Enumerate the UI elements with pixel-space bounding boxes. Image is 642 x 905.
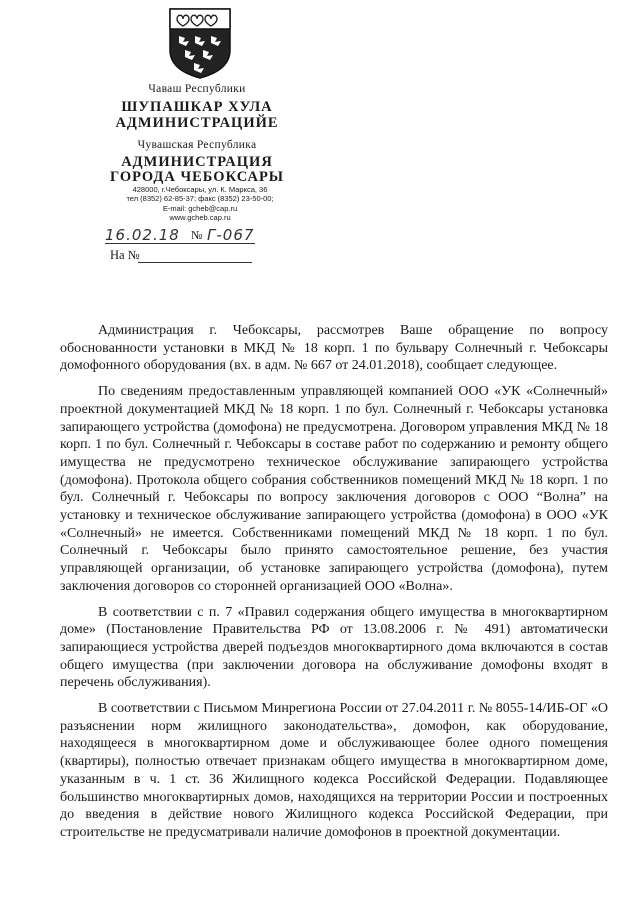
paragraph: В соответствии с Письмом Минрегиона России от 27.04.2011 г. № 8055-14/ИБ-ОГ «О разъяснении норм жилищного законодательства», домофон, как оборудование, находящееся в многоквартирном доме и обслуживающее более одного помещения (квартиры), полностью отвечает признакам общего имущества в многоквартирном доме, указанным в ч. 1 ст. 36 Жилищного кодекса Российской Федерации. Подавляющее большинство многоквартирных домов, находящихся на территории России и построенных до введения в действие нового Жилищного кодекса Российской Федерации, при строительстве не предусматривали наличие домофонов в проектной документации. xyxy=(60,701,608,840)
address-line-2: тел (8352) 62-85-37; факс (8352) 23-50-00; xyxy=(126,194,274,204)
incoming-ref-label: На № xyxy=(110,248,140,262)
paragraph: В соответствии с п. 7 «Правил содержания общего имущества в многоквартирном доме» (Постановление Правительства РФ от 13.08.2006 г. № 491) автоматически запирающиеся устройства дверей подъездов многоквартирного дома включаются в состав общего имущества (при заключении договора на обслуживание домофоны входят в перечень обслуживания). xyxy=(60,604,608,691)
handwritten-date: 16.02.18 xyxy=(105,226,180,244)
paragraph: Администрация г. Чебоксары, рассмотрев Ваше обращение по вопросу обоснованности установки в МКД № 18 корп. 1 по бульвару Солнечный г. Чебоксары домофонного оборудования (вх. в адм. № 667 от 24.01.2018), сообщает следующее. xyxy=(60,323,608,374)
russian-republic-label: Чувашская Республика xyxy=(137,139,257,151)
email-line: E-mail: gcheb@cap.ru xyxy=(162,203,238,213)
website-line: www.gcheb.cap.ru xyxy=(169,213,231,223)
city-coat-of-arms-icon xyxy=(167,6,233,80)
chuvash-admin-line-1: ШУПАШКАР ХУЛА xyxy=(121,99,273,115)
incoming-ref-underline xyxy=(138,262,252,263)
russian-admin-line-2: ГОРОДА ЧЕБОКСАРЫ xyxy=(109,169,285,185)
letter-body xyxy=(60,322,608,850)
chuvash-republic-label: Чаваш Республики xyxy=(148,83,246,95)
russian-admin-line-1: АДМИНИСТРАЦИЯ xyxy=(121,154,273,170)
address-block xyxy=(105,185,295,223)
paragraph: По сведениям предоставленным управляющей компанией ООО «УК «Солнечный» проектной документацией МКД № 18 корп. 1 по бул. Солнечный г. Чебоксары установка запирающего устройства (домофона) не предусмотрена. Договором управления МКД № 18 корп. 1 по бул. Солнечный г. Чебоксары в составе работ по содержанию и ремонту общего имущества не предусмотрено техническое обслуживание запирающего устройства (домофона). Протокола общего собрания собственников помещений МКД № 18 корп. 1 по бул. Солнечный г. Чебоксары по вопросу заключения договоров с ООО “Волна” на установку и техническое обслуживание запирающего устройства (домофона) в ООО «УК «Солнечный» не имеется. Собственниками помещений МКД № 18 корп. 1 по бул. Солнечный г. Чебоксары было принято самостоятельное решение, без участия управляющей организации, об установке запирающего устройства (домофона), путем заключения договоров со сторонней организацией ООО «Волна». xyxy=(60,384,608,594)
number-label: № xyxy=(191,228,203,242)
date-underline xyxy=(105,243,255,244)
handwritten-number: Г-067 xyxy=(207,226,255,244)
address-line-1: 428000, г.Чебоксары, ул. К. Маркса, 36 xyxy=(132,185,268,194)
chuvash-admin-line-2: АДМИНИСТРАЦИЙЕ xyxy=(115,115,279,131)
